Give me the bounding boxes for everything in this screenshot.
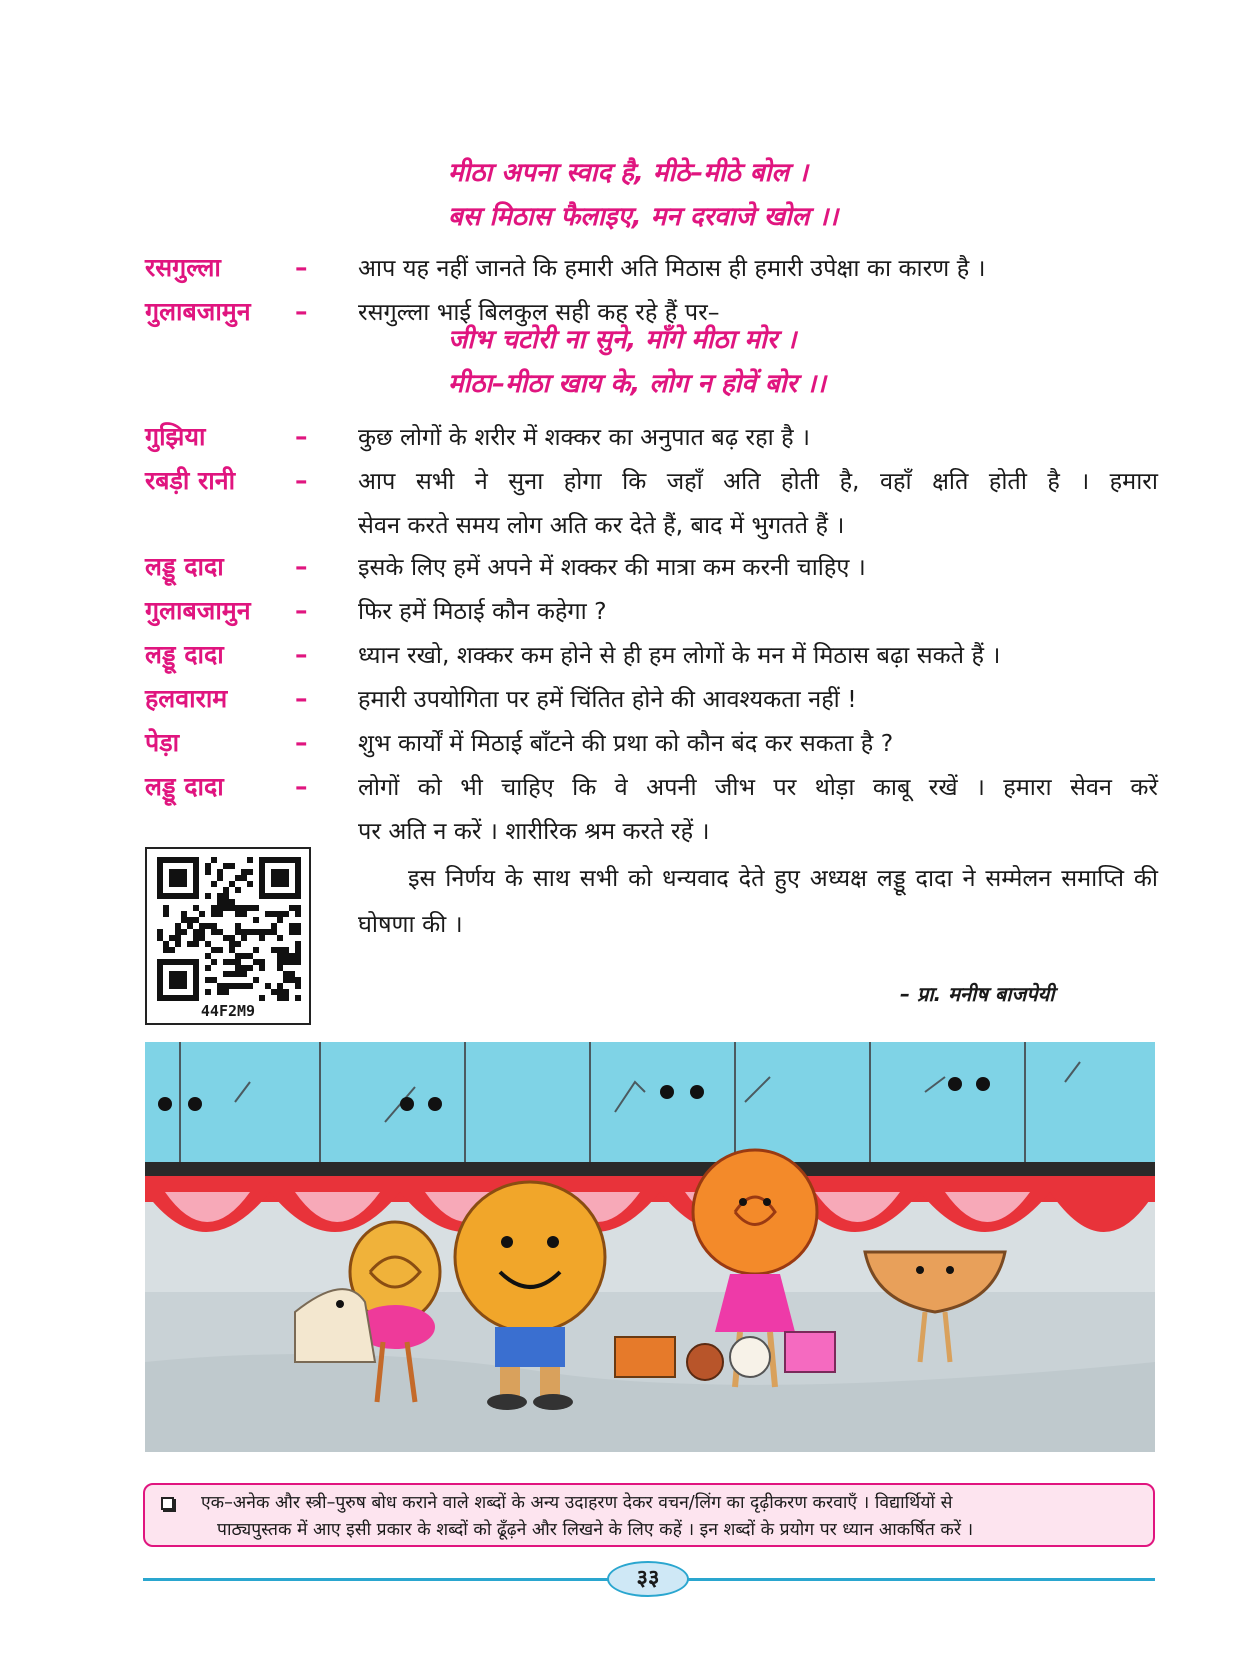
speaker-dash: – <box>295 640 308 669</box>
speaker-name: गुलाबजामुन <box>145 297 251 326</box>
speaker-dash: – <box>295 684 308 713</box>
speaker-name: रबड़ी रानी <box>145 466 236 495</box>
closing-paragraph: इस निर्णय के साथ सभी को धन्यवाद देते हुए अध्यक्ष लड्डू दादा ने सम्मेलन समाप्ति की घोषणा की । <box>358 864 1158 938</box>
dialogue-line: सेवन करते समय लोग अति कर देते हैं, बाद में भुगतते हैं । <box>358 511 845 539</box>
dialogue-line: रसगुल्ला भाई बिलकुल सही कह रहे हैं पर– <box>358 298 720 326</box>
speaker-name: लड्डू दादा <box>145 552 224 581</box>
dialogue-line: हमारी उपयोगिता पर हमें चिंतित होने की आवश्यकता नहीं ! <box>358 685 857 713</box>
dialogue-row <box>145 246 1155 290</box>
speaker-name: रसगुल्ला <box>145 253 221 282</box>
speaker-dash: – <box>295 552 308 581</box>
dialogue-line: शुभ कार्यों में मिठाई बाँटने की प्रथा को कौन बंद कर सकता है ? <box>358 729 894 757</box>
dialogue-line: ध्यान रखो, शक्कर कम होने से ही हम लोगों के मन में मिठास बढ़ा सकते हैं । <box>358 641 1001 669</box>
dialogue-row <box>145 459 1158 549</box>
cabinet-row <box>145 1042 1155 1162</box>
teacher-note-line-2: पाठ्यपुस्तक में आए इसी प्रकार के शब्दों को ढूँढ़ने और लिखने के लिए कहें । इन शब्दों के प्रयोग पर ध्यान आकर्षित करें । <box>217 1520 974 1540</box>
teacher-note <box>143 1483 1155 1547</box>
dialogue-row <box>145 415 1155 459</box>
speaker-dash: – <box>295 466 308 495</box>
speaker-name: पेड़ा <box>145 728 180 757</box>
qr-code[interactable] <box>145 847 311 1025</box>
speaker-name: लड्डू दादा <box>145 640 224 669</box>
couplet-2 <box>448 318 826 406</box>
dialogue-row <box>145 765 1158 855</box>
dialogue-line: कुछ लोगों के शरीर में शक्कर का अनुपात बढ़ रहा है । <box>358 423 811 451</box>
speaker-name: हलवाराम <box>145 684 228 713</box>
speaker-dash: – <box>295 772 308 801</box>
dialogue-line: आप यह नहीं जानते कि हमारी अति मिठास ही हमारी उपेक्षा का कारण है । <box>358 254 986 282</box>
shelf-edge <box>145 1162 1155 1176</box>
author-credit: – प्रा. मनीष बाजपेयी <box>900 982 1055 1006</box>
couplet-1-line-1: मीठा अपना स्वाद है, मीठे–मीठे बोल । <box>448 158 808 188</box>
dialogue-line: पर अति न करें । शारीरिक श्रम करते रहें । <box>358 817 710 845</box>
qr-code-pattern <box>157 857 301 1001</box>
dialogue-row <box>145 633 1155 677</box>
speaker-name: गुलाबजामुन <box>145 596 251 625</box>
couplet-2-line-2: मीठा–मीठा खाय के, लोग न होवें बोर ।। <box>448 369 826 399</box>
speaker-dash: – <box>295 297 308 326</box>
note-checkbox-icon <box>161 1497 174 1510</box>
teacher-note-text <box>201 1490 1145 1544</box>
couplet-1-line-2: बस मिठास फैलाइए, मन दरवाजे खोल ।। <box>448 202 839 232</box>
speaker-name: गुझिया <box>145 422 206 451</box>
speaker-dash: – <box>295 596 308 625</box>
speaker-dash: – <box>295 253 308 282</box>
dialogue-row <box>145 677 1155 721</box>
couplet-1 <box>448 151 838 239</box>
speaker-dash: – <box>295 728 308 757</box>
speaker-dash: – <box>295 422 308 451</box>
couplet-2-line-1: जीभ चटोरी ना सुने, माँगे मीठा मोर । <box>448 325 797 355</box>
qr-code-label: 44F2M9 <box>200 1002 256 1020</box>
dialogue-row <box>145 721 1155 765</box>
teacher-note-line-1: एक–अनेक और स्त्री–पुरुष बोध कराने वाले शब्दों के अन्य उदाहरण देकर वचन/लिंग का दृढ़ीकरण करवाएँ । विद्यार्थियों से <box>201 1493 953 1513</box>
dialogue-line: आप सभी ने सुना होगा कि जहाँ अति होती है, वहाँ क्षति होती है । हमारा <box>358 467 1158 495</box>
dialogue-line: लोगों को भी चाहिए कि वे अपनी जीभ पर थोड़ा काबू रखें । हमारा सेवन करें <box>358 773 1158 801</box>
dialogue-row <box>145 589 1155 633</box>
page-number: ३३ <box>607 1561 689 1597</box>
dialogue-line: फिर हमें मिठाई कौन कहेगा ? <box>358 597 607 625</box>
sweets-illustration <box>145 1042 1155 1452</box>
dialogue-line: इसके लिए हमें अपने में शक्कर की मात्रा कम करनी चाहिए । <box>358 553 866 581</box>
speaker-name: लड्डू दादा <box>145 772 224 801</box>
dialogue-row <box>145 545 1155 589</box>
